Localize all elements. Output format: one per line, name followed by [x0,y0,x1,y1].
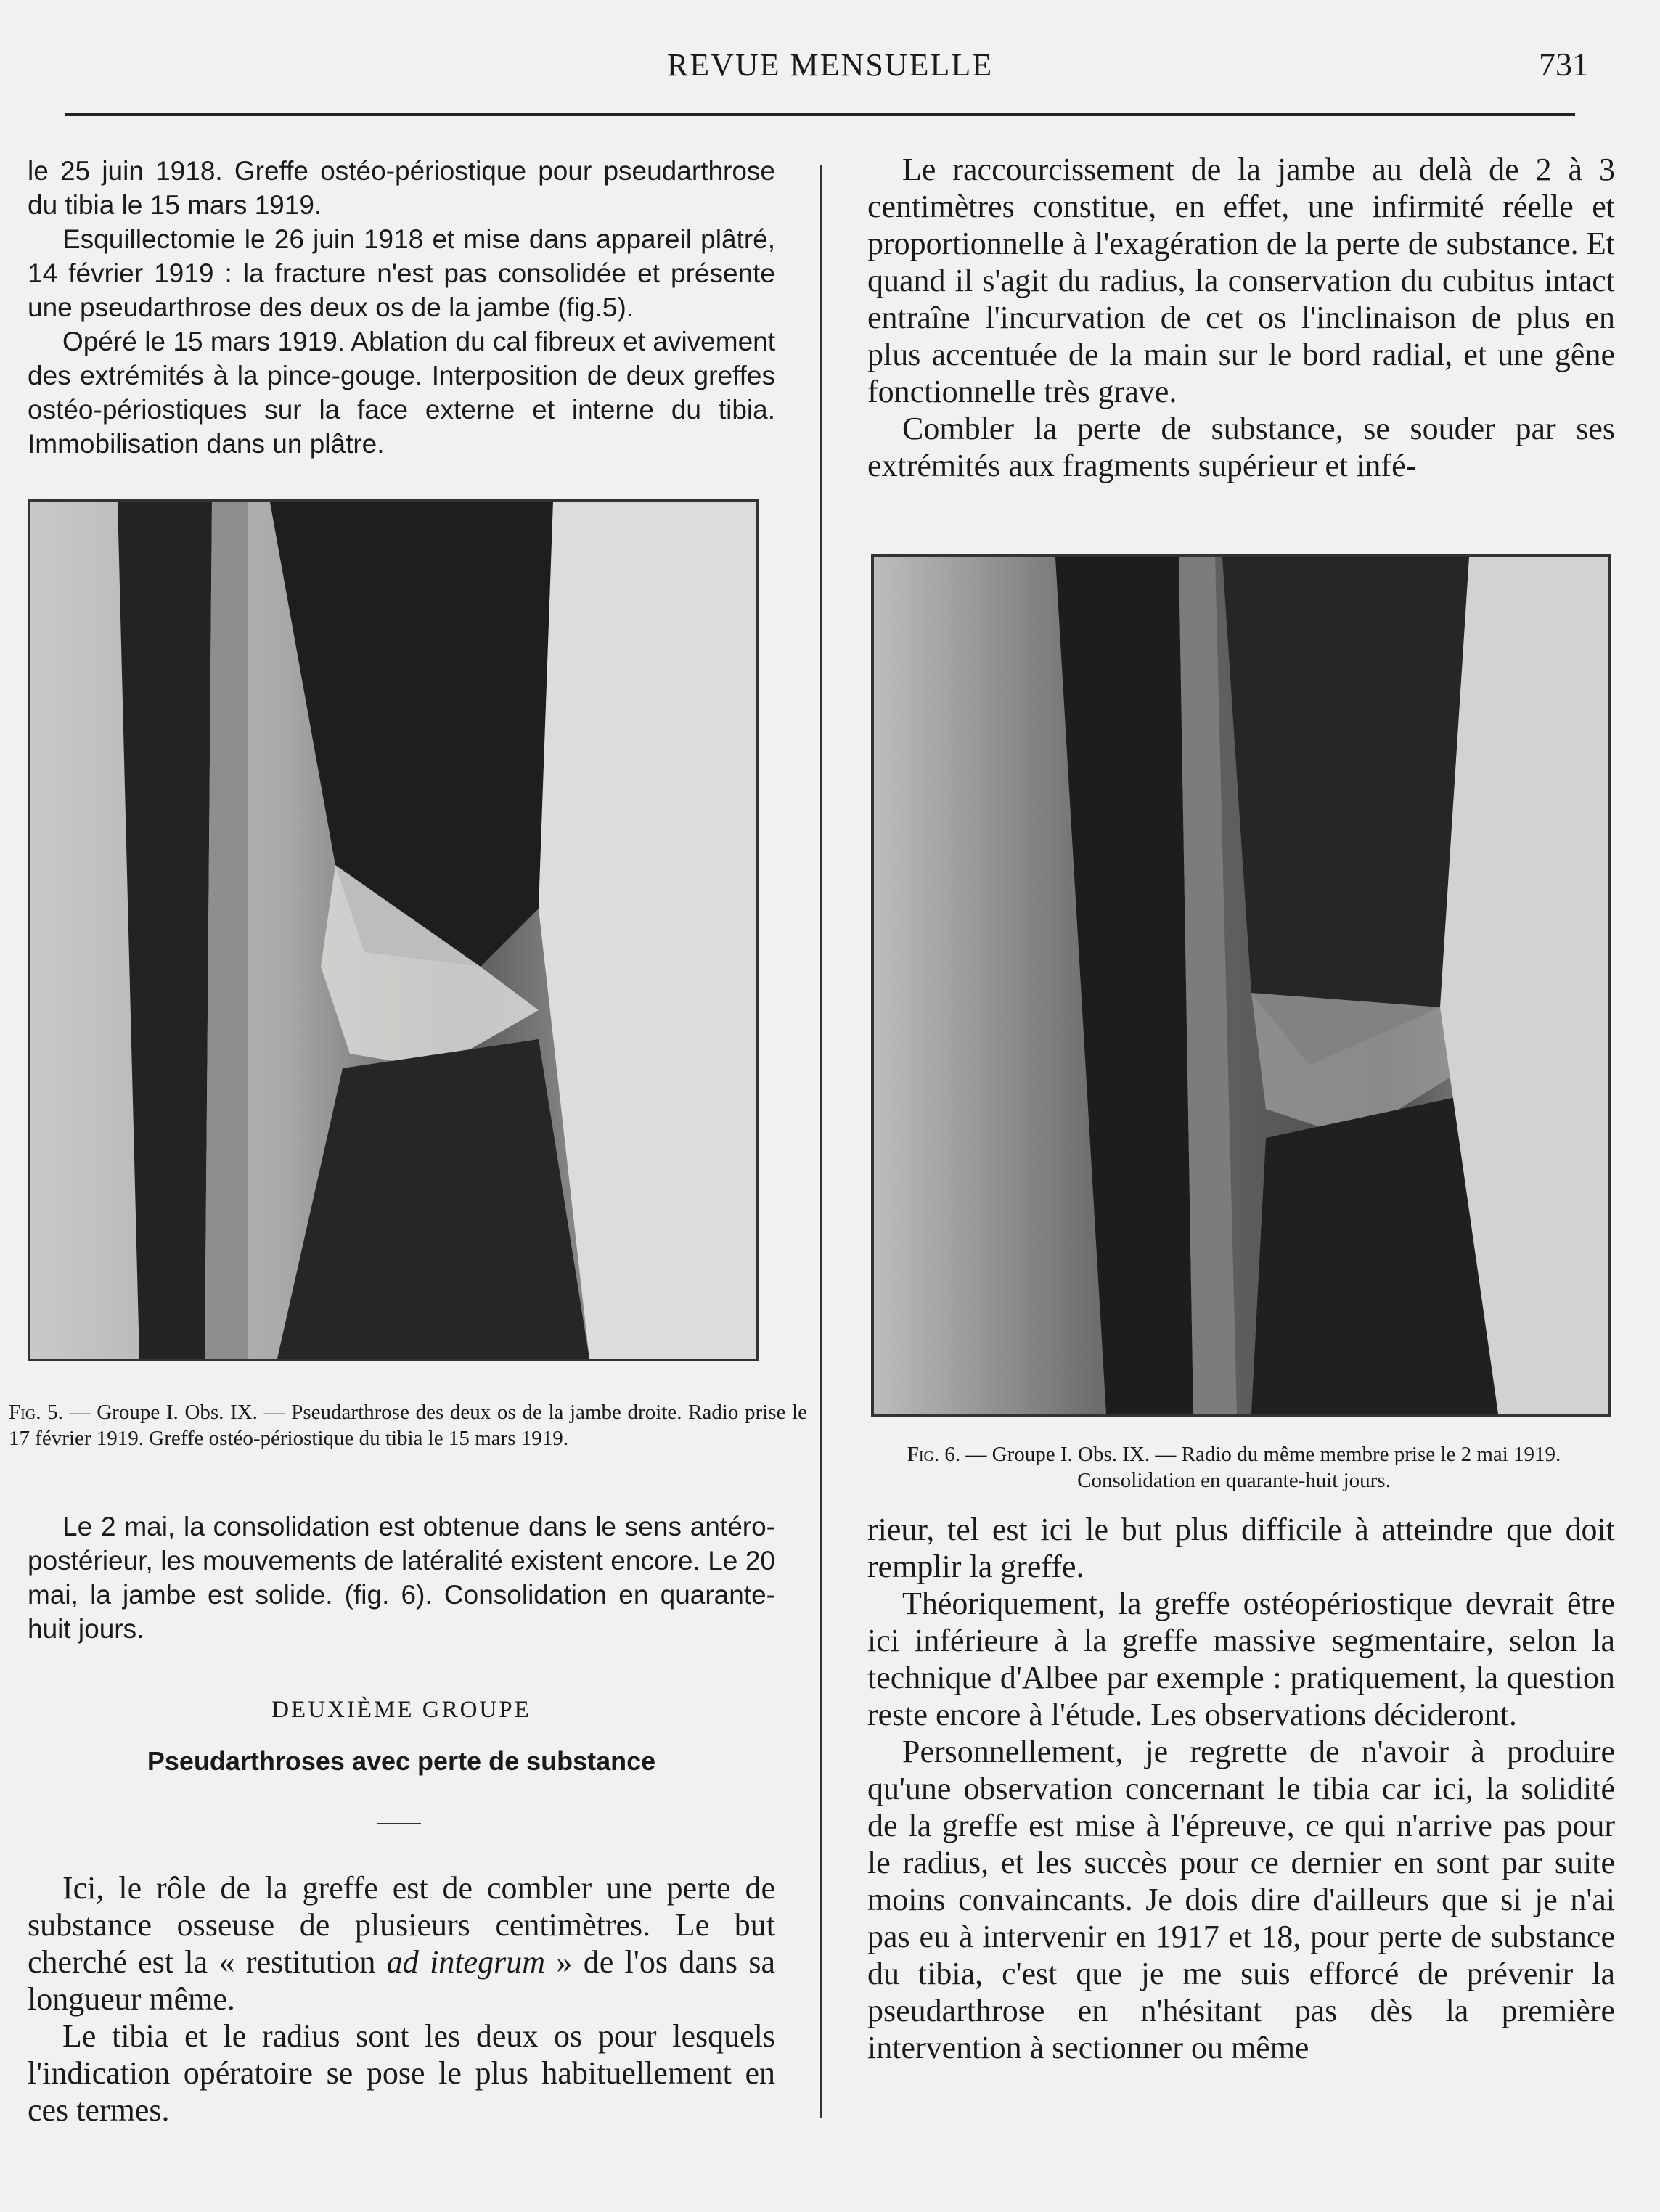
left-column-top-text [28,154,775,461]
left-para-3: Opéré le 15 mars 1919. Ablation du cal fibreux et avivement des extrémités à la pince-gouge. Interposition de deux greffes ostéo-périostiques sur la face externe et interne du tibia. Immobilisation dans un plâtre. [28,327,775,459]
header-rule [65,113,1575,116]
running-header: REVUE MENSUELLE [666,47,994,83]
column-divider [820,165,822,2118]
right-column-top-text [867,151,1615,484]
figure-5-image [30,502,756,1359]
figure-6-radiograph [871,554,1611,1417]
figure-5-caption [9,1399,807,1451]
figure-6-caption-line-2: Consolidation en quarante-huit jours. [1077,1469,1391,1492]
right-para-2: Combler la perte de substance, se souder par ses extrémités aux fragments supérieur et infé- [867,411,1615,483]
left-column-bottom-text [28,1869,775,2129]
figure-5-label: Fig. 5. [9,1401,63,1424]
figure-6-label: Fig. 6. [907,1443,961,1466]
right-para-3: rieur, tel est ici le but plus difficile à atteindre que doit remplir la greffe. [867,1512,1615,1584]
section-dash [377,1823,421,1824]
figure-6-caption-text: — Groupe I. Obs. IX. — Radio du même membre prise le 2 mai 1919. [965,1443,1561,1466]
right-column-bottom-text [867,1511,1615,2066]
left-column-mid-text [28,1510,775,1646]
right-para-5: Personnellement, je regrette de n'avoir à produire qu'une observation concernant le tibia car ici, la solidité de la greffe est mise à l'épreuve, ce qui n'arrive pas pour le radius, et les succès pour ce dernier en sont par suite moins convaincants. Je dois dire d'ailleurs que si je n'ai pas eu à intervenir en 1917 et 18, pour perte de substance du tibia, c'est que je me suis efforcé de prévenir la pseudarthrose en n'hésitant pas dès la première intervention à sectionner ou même [867,1734,1615,2065]
left-para-1: le 25 juin 1918. Greffe ostéo-périostique pour pseudarthrose du tibia le 15 mars 1919. [28,156,775,220]
right-para-4: Théoriquement, la greffe ostéopériostique devrait être ici inférieure à la greffe massive segmentaire, selon la technique d'Albee par exemple : pratiquement, la question reste encore à l'étude. Les observations décideront. [867,1586,1615,1732]
page-number: 731 [1539,46,1589,83]
left-para-6: Le tibia et le radius sont les deux os pour lesquels l'indication opératoire se pose le plus habituellement en ces termes. [28,2018,775,2128]
section-subheading: Pseudarthroses avec perte de substance [147,1746,656,1776]
left-para-4: Le 2 mai, la consolidation est obtenue dans le sens antéro-postérieur, les mouvements de latéralité existent encore. Le 20 mai, la jambe est solide. (fig. 6). Consolidation en quarante-huit jours. [28,1512,775,1644]
figure-6-image [874,557,1608,1414]
figure-6-caption-line-1 [835,1441,1633,1467]
figure-6-caption [835,1441,1633,1494]
section-heading: DEUXIÈME GROUPE [271,1697,531,1723]
left-para-5-after: » de l'os dans sa longueur même. [28,1944,776,2017]
figure-5-caption-text: — Groupe I. Obs. IX. — Pseudarthrose des deux os de la jambe droite. Radio prise le 17 février 1919. Greffe ostéo-périostique du tibia le 15 mars 1919. [9,1401,808,1450]
left-para-5 [28,1869,775,2018]
left-para-2: Esquillectomie le 26 juin 1918 et mise dans appareil plâtré, 14 février 1919 : la fracture n'est pas consolidée et présente une pseudarthrose des deux os de la jambe (fig.5). [28,224,775,322]
right-para-1: Le raccourcissement de la jambe au delà de 2 à 3 centimètres constitue, en effet, une infirmité réelle et proportionnelle à l'exagération de la perte de substance. Et quand il s'agit du radius, la conservation du cubitus intact entraîne l'incurvation de cet os l'inclinaison de plus en plus accentuée de la main sur le bord radial, et une gêne fonctionnelle très grave. [867,152,1615,409]
figure-5-radiograph [28,499,759,1361]
left-para-5-italic: ad integrum [386,1944,545,1980]
left-para-5-before: Ici, le rôle de la greffe est de combler une perte de substance osseuse de plusieurs centimètres. Le but cherché est la « restitution [28,1870,775,1980]
